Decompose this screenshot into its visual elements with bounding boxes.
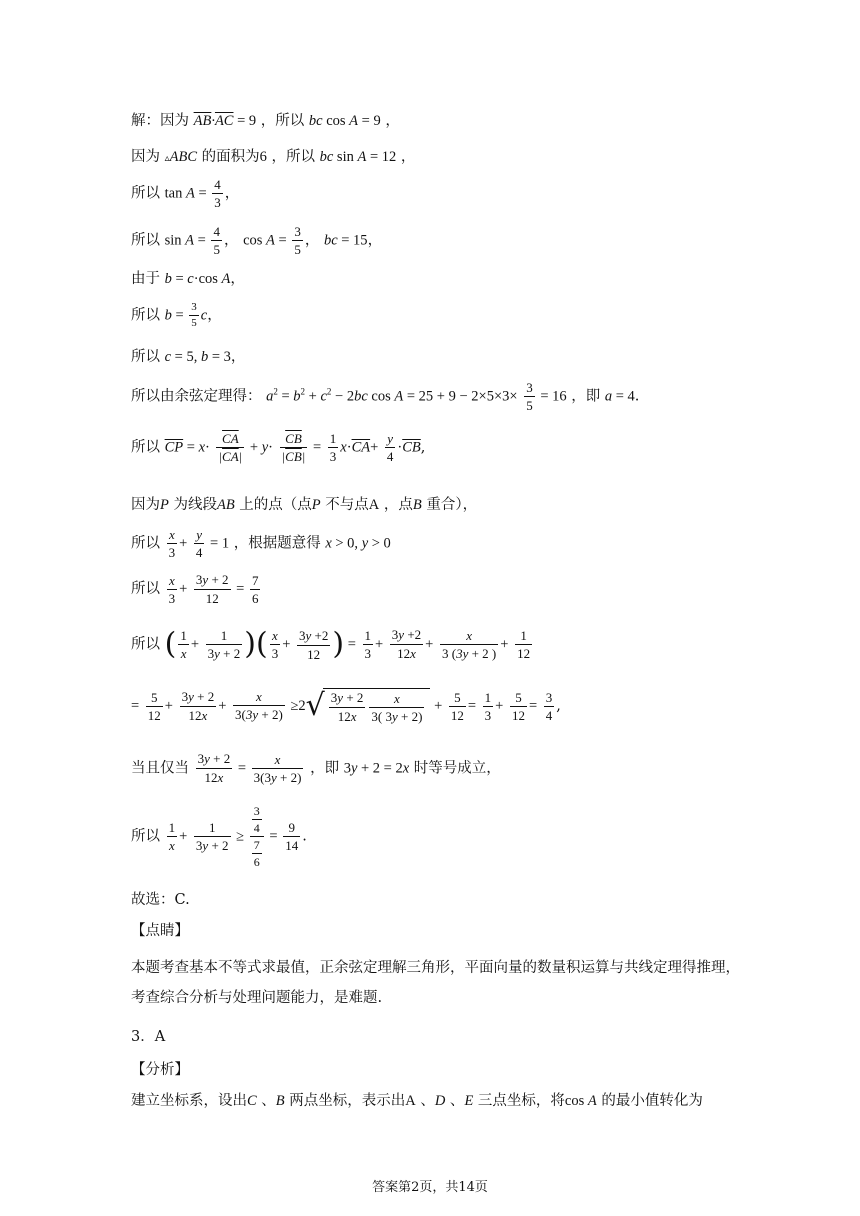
page-footer: 答案第2页，共14页 [372, 1180, 488, 1195]
text: 所以 [131, 828, 160, 845]
line-collinear: 所以 $\frac{x}{3}$ + $\frac{y}{4}$ = 1 ，根据题意得 x > 0, y > 0 [131, 527, 391, 560]
formula: bc [308, 113, 323, 129]
line-tan: 所以 tan A = $\frac{4}{3}$ ， [131, 177, 240, 210]
comment-paragraph: 本题考查基本不等式求最值，正余弦定理解三角形，平面向量的数量积运算与共线定理得推理，考查综合分析与处理问题能力，是难题. [131, 960, 740, 1006]
text: 所以 [131, 535, 160, 552]
line-b-relation: 由于 b = c·cos A， [131, 271, 245, 287]
text: 的最小值转化为 [601, 1093, 703, 1109]
text: 因为 [131, 497, 160, 513]
text: ，所以 [260, 113, 305, 129]
formula: $\overline{AB}\cdot\overline{AC} = 9$ [193, 113, 257, 129]
text: 所以 [131, 307, 160, 324]
line-point-p: 因为P 为线段AB 上的点（点P 不与点A ，点B 重合）， [131, 497, 478, 513]
line-area: 因为 ▵ABC 的面积为6 ，所以 bc sin A = 12 ， [131, 149, 416, 165]
line-equality-condition: 当且仅当 $\frac{3y + 2}{12x}$ = $\frac{x}{3(3y + 2)}$ ，即 3y + 2 = 2x 时等号成立， [131, 751, 501, 785]
text: ，即 [571, 388, 601, 405]
text: 当且仅当 [131, 760, 189, 777]
answer-choice: 故选：C. [131, 892, 190, 908]
text: 重合）， [426, 497, 478, 513]
text: 所以 [131, 439, 160, 456]
text: 解：因为 [131, 113, 189, 129]
text: ，即 [310, 760, 340, 777]
line-b-value: 所以 b = $\frac{3}{5}$ c， [131, 301, 222, 329]
text: ，点 [383, 497, 413, 513]
text: 不与点 [325, 497, 369, 513]
text: 所以 [131, 349, 160, 365]
text: 为线段 [173, 497, 217, 513]
line-sin-cos: 所以 sin A = $\frac{4}{5}$ ， cos A = $\frac{3}{5}$ ， bc = 15， [131, 224, 383, 257]
line-result: 所以 $\frac{1}{x}$ + $\frac{1}{3y + 2}$ ≥ $\frac{\frac{3}{4}}{\frac{7}{6}}$ = $\frac{9}{14}$ . [131, 804, 307, 869]
text: ，所以 [271, 149, 315, 165]
text: ， [385, 113, 400, 129]
text: 的面积为 [201, 149, 260, 165]
line-product: 所以 ( $\frac{1}{x}$ + $\frac{1}{3y + 2}$ )( $\frac{x}{3}$ + $\frac{3y +2}{12}$ ) = $\frac{1}{3}$ + $\frac{3y +2}{12x}$ + $\frac{x}{3 (3y + 2 )}$ + $\frac{1}{12}$ [131, 626, 531, 662]
text: 所以 [131, 185, 160, 202]
text: 时等号成立， [413, 760, 501, 777]
question-number: 3．A [131, 1029, 166, 1045]
text: 上的点（点 [239, 497, 312, 513]
text: ，根据题意得 [233, 535, 321, 552]
analysis-line: 建立坐标系，设出C 、B 两点坐标，表示出A 、D 、E 三点坐标，将cos A 的最小值转化为 [131, 1093, 703, 1109]
line-dot-product: 解：因为 $\overline{AB}\cdot\overline{AC} = 9$ ，所以 bc cos A = 9 ， [131, 113, 400, 129]
line-vector-cp: 所以 $\overline{CP} = x\cdot$ $\frac{\overline{CA}}{|\overline{CA}|}$ + y· $\frac{\overline{CB}}{|\overline{CB}|}$ = $\frac{1}{3}$ $x\cdot\overline{CA}+$ $\frac{y}{4}$ $\cdot\overline{CB}$, [131, 431, 426, 464]
text: ， [400, 149, 416, 165]
section-heading-comment: 【点睛】 [131, 923, 189, 939]
section-heading-analysis: 【分析】 [131, 1062, 189, 1078]
text: 三点坐标，将 [477, 1093, 565, 1109]
text: 所以 [131, 581, 160, 597]
text: 两点坐标，表示出 [289, 1093, 406, 1109]
line-c-b: 所以 c = 5, b = 3， [131, 349, 246, 365]
line-sum: 所以 $\frac{x}{3}$ + $\frac{3y + 2}{12}$ = $\frac{7}{6}$ [131, 572, 259, 606]
text: 所以 [131, 232, 160, 249]
line-am-gm: = $\frac{5}{12}$ + $\frac{3y + 2}{12x}$ + $\frac{x}{3(3y + 2)}$ ≥2√ $\frac{3y + 2}{12x}$ $\frac{x}{3( 3y + 2)}$ + $\frac{5}{12}$ = $\frac{1}{3}$ + $\frac{5}{12}$ = $\frac{3}{4}$ , [131, 688, 561, 724]
text: 所以由余弦定理得： [131, 388, 262, 405]
line-cosine-law: 所以由余弦定理得： $a^2 = b^2 + c^2 - 2bc$ cos A = 25 + 9 − 2×5×3× $\frac{3}{5}$ = 16 ，即 a = 4. [131, 380, 640, 413]
text: 所以 [131, 636, 160, 653]
text: 因为 [131, 149, 160, 165]
text: 建立坐标系，设出 [131, 1093, 247, 1109]
text: 由于 [131, 271, 160, 287]
